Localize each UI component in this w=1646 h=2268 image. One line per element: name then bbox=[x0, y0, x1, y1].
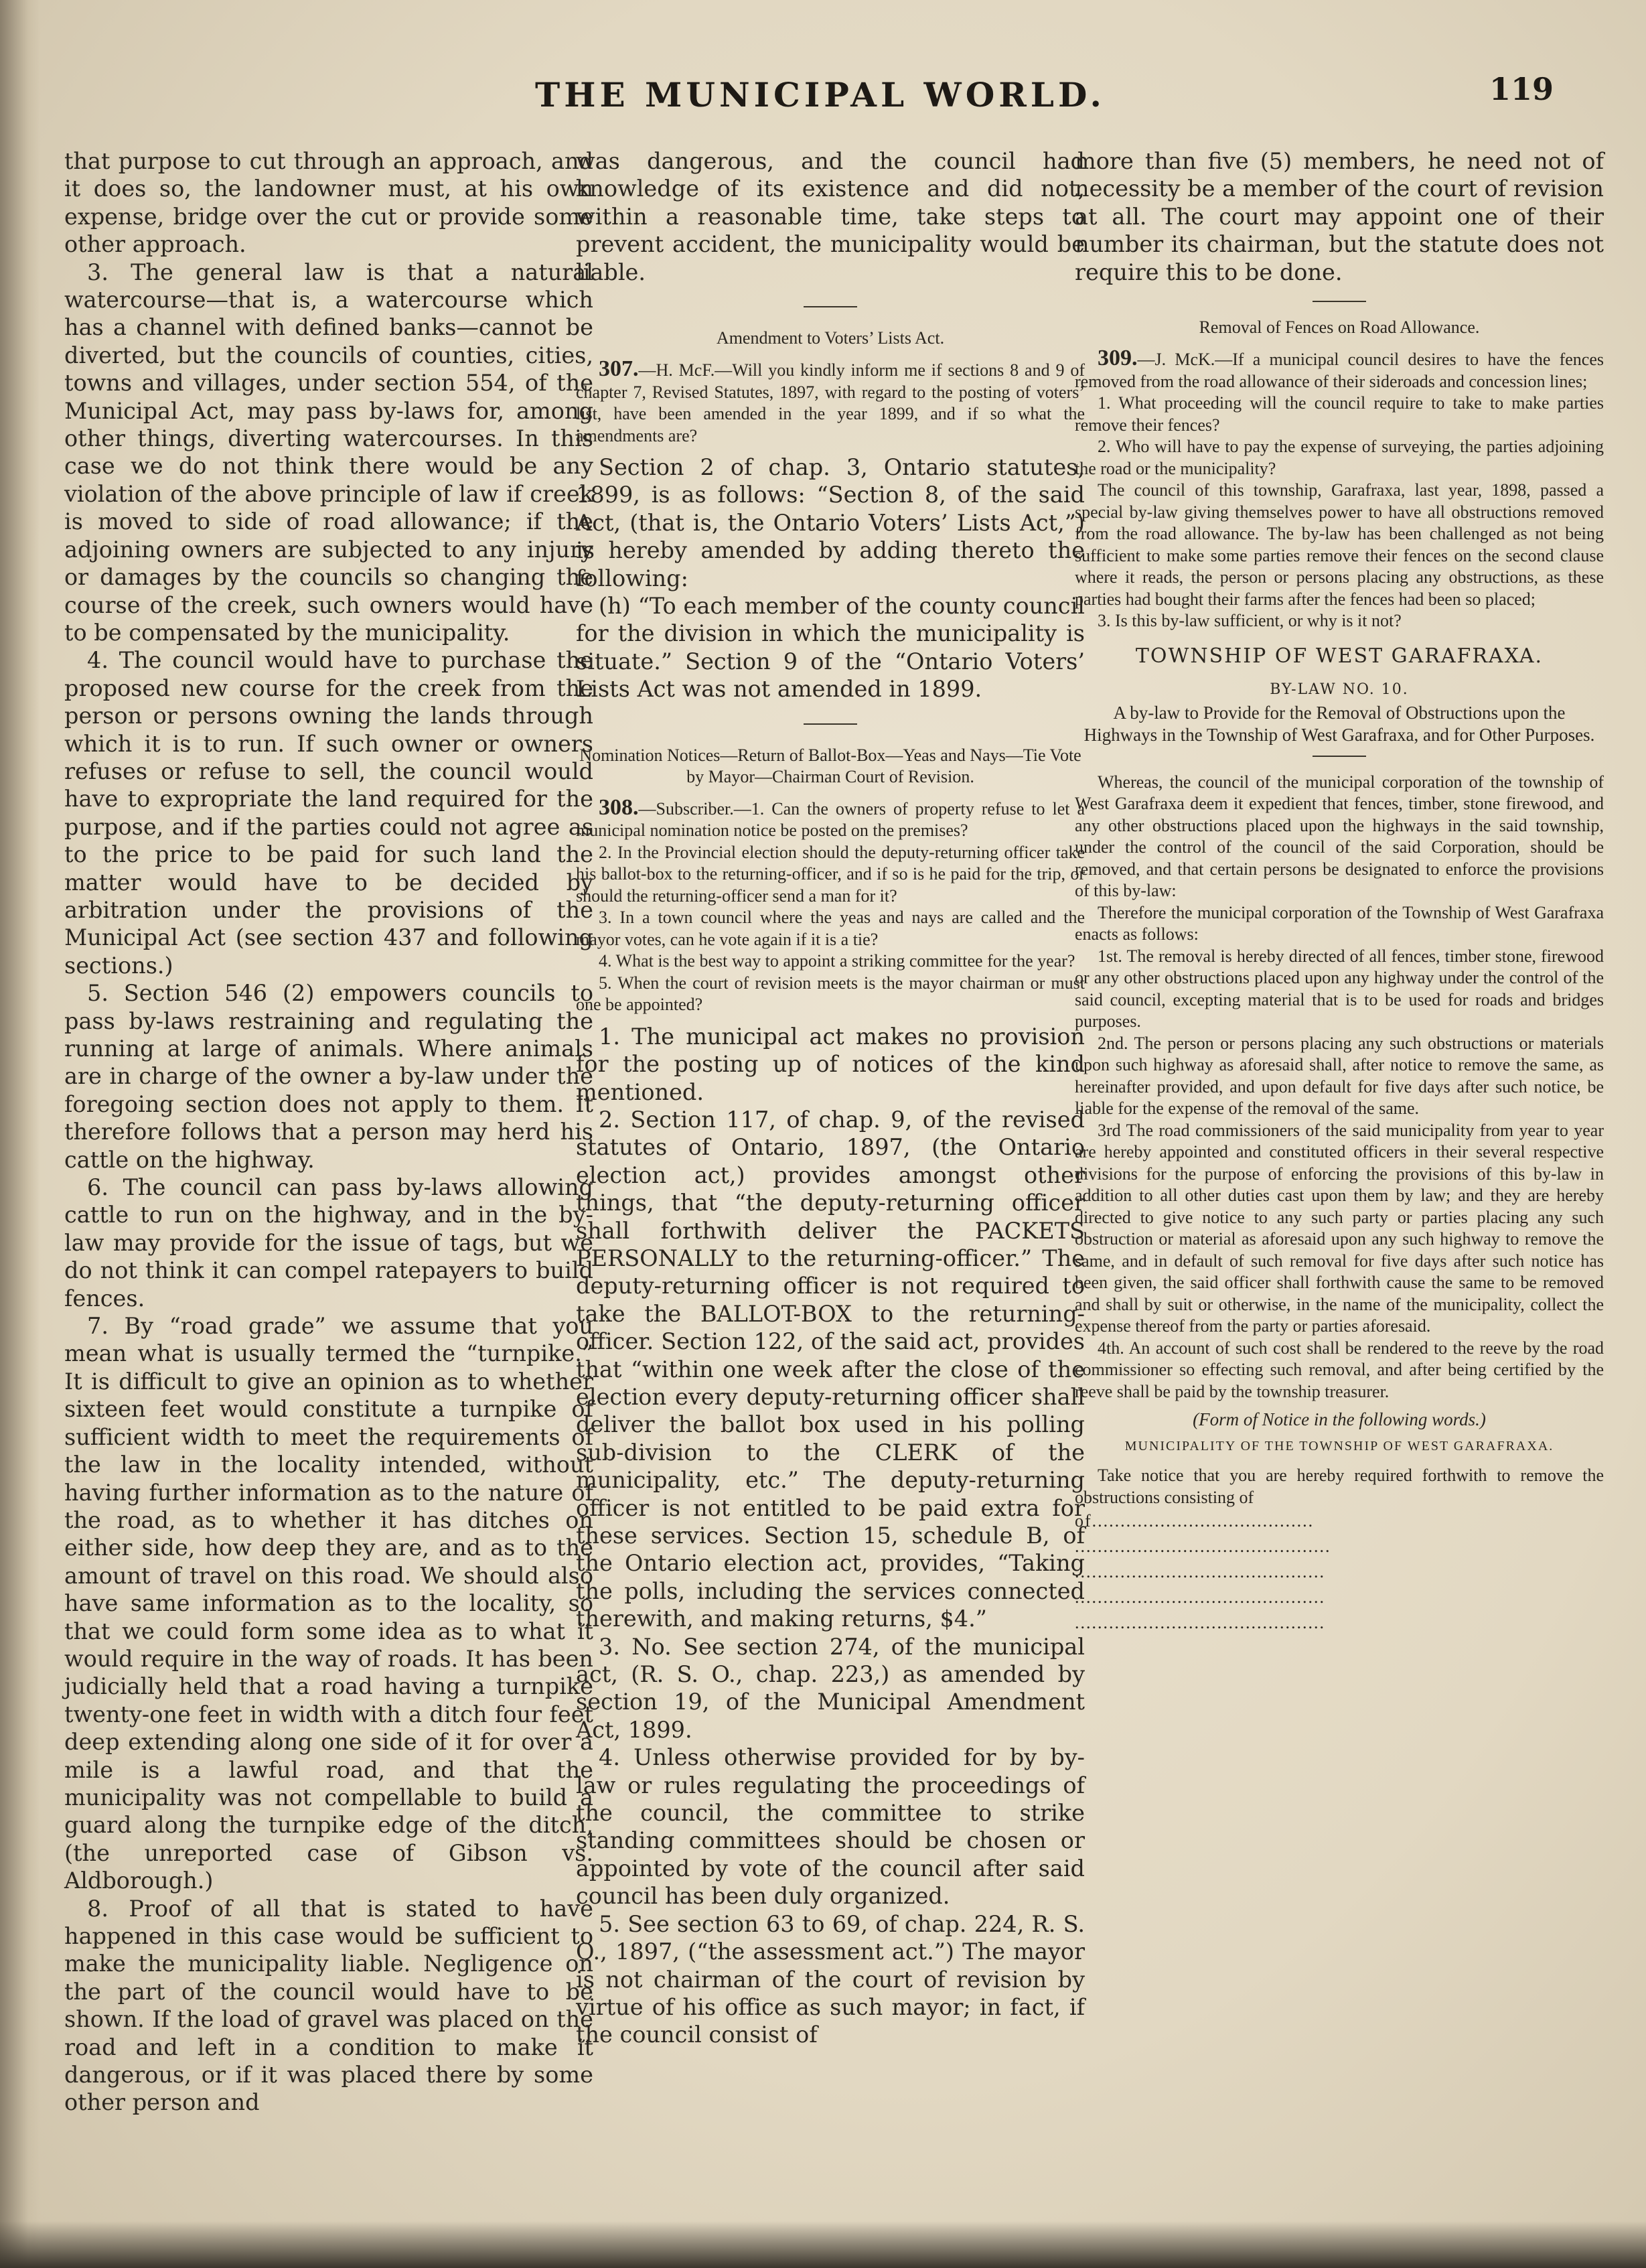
bylaw-clause: 4th. An account of such cost shall be rendered to the reeve by the road commissioner so effecting such removal, and after being certified by the reeve shall be paid by the township treasurer. bbox=[1075, 1338, 1604, 1401]
question-item: 2. Who will have to pay the expense of surveying, the parties adjoining the road or the municipality? bbox=[1075, 437, 1604, 478]
blank-line: of....................................... bbox=[1075, 1511, 1315, 1531]
question-item: 1. What proceeding will the council require to take to make parties remove their fences? bbox=[1075, 393, 1604, 435]
question-item: 3. In a town council where the yeas and nays are called and the mayor votes, can he vote again if it is a tie? bbox=[576, 908, 1085, 949]
blank-line: ............................................ bbox=[1075, 1587, 1325, 1608]
book-spine-shadow bbox=[0, 0, 40, 2268]
section-divider bbox=[1313, 301, 1366, 302]
question-308 bbox=[576, 794, 1085, 842]
blank-line: ............................................. bbox=[1075, 1537, 1331, 1557]
question-text: —Subscriber.—1. Can the owners of property refuse to let a municipal nomination notice be posted on the premises? bbox=[576, 798, 1085, 841]
answer-paragraph: (h) “To each member of the county council for the division in which the municipality is situate.” Section 9 of the “Ontario Voters’ Lists Act was not amended in 1899. bbox=[576, 593, 1085, 703]
question-item: The council of this township, Garafraxa, last year, 1898, passed a special by-law giving themselves power to have all obstructions removed from the road allowance. The by-law has been challenged as not being sufficient to make some parties remove their fences on the second clause where it reads, the person or persons placing any obstructions, as these parties had bought their farms after the fences had been so placed; bbox=[1075, 480, 1604, 609]
paragraph: 6. The council can pass by-laws allowing cattle to run on the highway, and in the by-law may provide for the issue of tags, but we do not think it can compel ratepayers to build fences. bbox=[64, 1174, 593, 1312]
question-text: —J. McK.—If a municipal council desires to have the fences removed from the road allowance of their sideroads and concession lines; bbox=[1075, 350, 1604, 391]
page-header bbox=[60, 71, 1580, 129]
bylaw-title: A by-law to Provide for the Removal of Obstructions upon the Highways in the Township of West Garafraxa, and for Other Purposes. bbox=[1083, 702, 1595, 745]
question-309 bbox=[1075, 348, 1604, 393]
paragraph: was dangerous, and the council had knowledge of its existence and did not, within a reasonable time, take steps to prevent accident, the municipality would be liable. bbox=[576, 148, 1085, 285]
paragraph: that purpose to cut through an approach, and it does so, the landowner must, at his own expense, bridge over the cut or provide some other approach. bbox=[64, 148, 593, 258]
answer-paragraph: 2. Section 117, of chap. 9, of the revised statutes of Ontario, 1897, (the Ontario election act,) provides amongst other things, that “the deputy-returning officer shall forthwith deliver the PACKETS PERSONALLY to the returning-officer.” The deputy-returning officer is not required to take the BALLOT-BOX to the returning-officer. Section 122, of the said act, provides that “within one week after the close of the election every deputy-returning officer shall deliver the ballot box used in his polling sub-division to the CLERK of the municipality, etc.” The deputy-returning officer is not entitled to be paid extra for these services. Section 15, schedule B, of the Ontario election act, provides, “Taking the polls, including the services connected therewith, and making returns, $4.” bbox=[576, 1106, 1085, 1632]
answer-paragraph: 1. The municipal act makes no provision for the posting up of notices of the kind mentioned. bbox=[576, 1023, 1085, 1105]
question-307 bbox=[576, 358, 1085, 447]
page-number: 119 bbox=[1489, 71, 1554, 107]
masthead-title: THE MUNICIPAL WORLD. bbox=[535, 75, 1106, 115]
paragraph: 7. By “road grade” we assume that you mean what is usually termed the “turnpike.” It is difficult to give an opinion as to whether sixteen feet would constitute a turnpike of sufficient width to meet the requirements of the law in the locality intended, without having further information as to the nature of the road, as to whether it has ditches on either side, how deep they are, and as to the amount of travel on this road. We should also have same information as to the locality, so that we could form some idea as to what it would require in the way of roads. It has been judicially held that a road having a turnpike twenty-one feet in width with a ditch four feet deep extending along one side of it for over a mile is a lawful road, and that the municipality was not compellable to build a guard along the turnpike edge of the ditch, (the unreported case of Gibson vs. Aldborough.) bbox=[64, 1313, 593, 1894]
form-of-notice-note: (Form of Notice in the following words.) bbox=[1193, 1409, 1486, 1430]
bylaw-clause: 2nd. The person or persons placing any such obstructions or materials upon such highway as aforesaid shall, after notice to remove the same, as hereinafter provided, and upon default for five days after such notice, be liable for the expense of the removal of the same. bbox=[1075, 1033, 1604, 1119]
question-number: 309. bbox=[1098, 346, 1138, 371]
column-right bbox=[1075, 147, 1604, 1636]
paragraph: 4. The council would have to purchase the proposed new course for the creek from the person or persons owning the lands through which it is to run. If such owner or owners refuses or refuse to sell, the council would have to expropriate the land required for the purpose, and if the parties could not agree as to the price to be paid for such land the matter would have to be decided by arbitration under the provisions of the Municipal Act (see section 437 and following sections.) bbox=[64, 647, 593, 979]
section-heading-308: Nomination Notices—Return of Ballot-Box—Yeas and Nays—Tie Vote by Mayor—Chairman Court of Revision. bbox=[579, 745, 1081, 786]
question-item: 4. What is the best way to appoint a striking committee for the year? bbox=[599, 951, 1075, 971]
section-heading-307: Amendment to Voters’ Lists Act. bbox=[716, 328, 945, 348]
answer-paragraph: 3. No. See section 274, of the municipal act, (R. S. O., chap. 223,) as amended by section 19, of the Municipal Amendment Act, 1899. bbox=[576, 1633, 1085, 1743]
answer-paragraph: Section 2 of chap. 3, Ontario statutes, 1899, is as follows: “Section 8, of the said Act, (that is, the Ontario Voters’ Lists Act,”) is hereby amended by adding thereto the following: bbox=[576, 454, 1085, 591]
column-middle bbox=[576, 147, 1085, 2049]
question-number: 307. bbox=[599, 356, 639, 382]
question-item: 2. In the Provincial election should the deputy-returning officer take his ballot-box to the returning-officer, and if so is he paid for the trip, or should the returning-officer send a man for it? bbox=[576, 842, 1085, 906]
bylaw-clause: 1st. The removal is hereby directed of all fences, timber stone, firewood or any other obstructions placed upon any highway under the control of the said council, excepting material that is to be used for roads and bridges purposes. bbox=[1075, 946, 1604, 1032]
notice-municipality: MUNICIPALITY OF THE TOWNSHIP OF WEST GARAFRAXA. bbox=[1124, 1439, 1554, 1454]
bylaw-number: BY-LAW NO. 10. bbox=[1270, 681, 1409, 698]
blank-line: ............................................ bbox=[1075, 1562, 1325, 1582]
paragraph: 5. Section 546 (2) empowers councils to pass by-laws restraining and regulating the running at large of animals. Where animals are in charge of the owner a by-law under the foregoing section does not apply to them. It therefore follows that a person may herd his cattle on the highway. bbox=[64, 980, 593, 1173]
answer-paragraph: 4. Unless otherwise provided for by by-law or rules regulating the proceedings of the council, the committee to strike standing committees should be chosen or appointed by vote of the council after said council has been duly organized. bbox=[576, 1744, 1085, 1910]
section-divider bbox=[1313, 756, 1366, 757]
answer-paragraph: 5. See section 63 to 69, of chap. 224, R. S. O., 1897, (“the assessment act.”) The mayor is not chairman of the court of revision by virtue of his office as such mayor; in fact, if the council consist of bbox=[576, 1910, 1085, 2048]
paragraph: more than five (5) members, he need not of necessity be a member of the court of revision at all. The court may appoint one of their number its chairman, but the statute does not require this to be done. bbox=[1075, 148, 1604, 285]
paragraph: 3. The general law is that a natural watercourse—that is, a watercourse which has a channel with defined banks—cannot be diverted, but the councils of counties, cities, towns and villages, under section 554, of the Municipal Act, may pass by-laws for, among other things, diverting watercourses. In this case we do not think there would be any violation of the above principle of law if creek is moved to side of road allowance; if the adjoining owners are subjected to any injury or damages by the councils so changing the course of the creek, such owners would have to be compensated by the municipality. bbox=[64, 259, 593, 646]
question-item: 5. When the court of revision meets is the mayor chairman or must one be appointed? bbox=[576, 973, 1085, 1015]
question-number: 308. bbox=[599, 794, 639, 820]
question-text: —H. McF.—Will you kindly inform me if sections 8 and 9 of chapter 7, Revised Statutes, 1897, with regard to the posting of voters’ list, have been amended in the year 1899, and if so what the amendments are? bbox=[576, 360, 1085, 445]
notice-text: Take notice that you are hereby required forthwith to remove the obstructions consisting of bbox=[1075, 1466, 1604, 1507]
column-left bbox=[64, 147, 593, 2117]
blank-line: ............................................ bbox=[1075, 1613, 1325, 1633]
township-heading: TOWNSHIP OF WEST GARAFRAXA. bbox=[1135, 644, 1544, 668]
bylaw-enacts: Therefore the municipal corporation of the Township of West Garafraxa enacts as follows: bbox=[1075, 902, 1604, 944]
page-bottom-shadow bbox=[0, 2221, 1646, 2268]
paragraph: 8. Proof of all that is stated to have happened in this case would be sufficient to make the municipality liable. Negligence on the part of the council would have to be shown. If the load of gravel was placed on the road and left in a condition to make it dangerous, or if it was placed there by some other person and bbox=[64, 1895, 593, 2116]
bylaw-clause: 3rd The road commissioners of the said municipality from year to year are hereby appointed and constituted officers in their several respective divisions for the purpose of enforcing the provisions of this by-law in addition to all other duties cast upon them by law; and they are hereby directed to give notice to any such party or parties placing any such obstruction or material as aforesaid upon any such highway to remove the same, and in default of such removal for five days after such notice has been given, the said officer shall forthwith cause the same to be removed and shall by suit or otherwise, in the name of the municipality, collect the expense thereof from the party or parties aforesaid. bbox=[1075, 1120, 1604, 1336]
question-item: 3. Is this by-law sufficient, or why is it not? bbox=[1098, 611, 1402, 631]
section-divider bbox=[804, 306, 857, 307]
section-heading-309: Removal of Fences on Road Allowance. bbox=[1199, 317, 1480, 338]
bylaw-whereas: Whereas, the council of the municipal corporation of the township of West Garafraxa deem it expedient that fences, timber, stone firewood, and any other obstructions placed upon the highways in the said township, under the control of the council of the said Corporation, should be removed, and that certain persons be designated to enforce the provisions of this by-law: bbox=[1075, 772, 1604, 901]
section-divider bbox=[804, 723, 857, 725]
